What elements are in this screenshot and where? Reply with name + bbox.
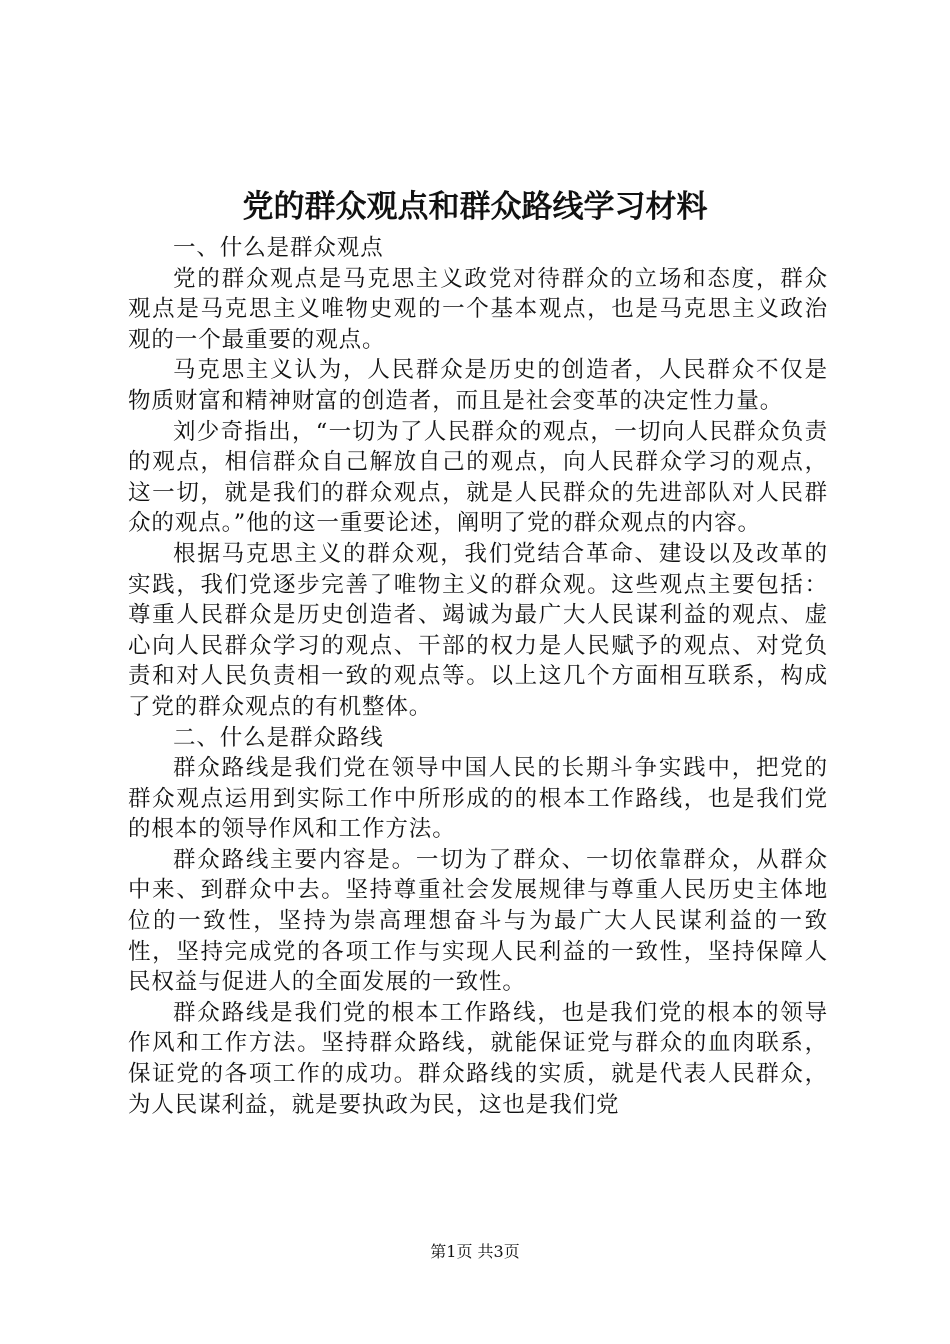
- section-heading-1: 一、什么是群众观点: [173, 235, 384, 261]
- paragraph-6: 群众路线主要内容是。一切为了群众、一切依靠群众，从群众中来、到群众中去。坚持尊重社会发展规律与尊重人民历史主体地位的一致性，坚持为崇高理想奋斗与为最广大人民谋利益的一致性，坚持完成党的各项工作与实现人民利益的一致性，坚持保障人民权益与促进人的全面发展的一致性。: [128, 846, 828, 996]
- document-body: [128, 233, 828, 1120]
- page-footer: 第1页 共3页: [430, 1242, 520, 1261]
- paragraph-7: 群众路线是我们党的根本工作路线，也是我们党的根本的领导作风和工作方法。坚持群众路线，就能保证党与群众的血肉联系，保证党的各项工作的成功。群众路线的实质，就是代表人民群众，为人民谋利益，就是要执政为民，这也是我们党: [128, 999, 828, 1118]
- paragraph-4: 根据马克思主义的群众观，我们党结合革命、建设以及改革的实践，我们党逐步完善了唯物主义的群众观。这些观点主要包括：尊重人民群众是历史创造者、竭诚为最广大人民谋利益的观点、虚心向人民群众学习的观点、干部的权力是人民赋予的观点、对党负责和对人民负责相一致的观点等。以上这几个方面相互联系，构成了党的群众观点的有机整体。: [128, 540, 828, 720]
- section-heading-2: 二、什么是群众路线: [173, 724, 384, 751]
- paragraph-3: 刘少奇指出，“一切为了人民群众的观点，一切向人民群众负责的观点，相信群众自己解放自己的观点，向人民群众学习的观点，这一切，就是我们的群众观点，就是人民群众的先进部队对人民群众的观点。”他的这一重要论述，阐明了党的群众观点的内容。: [128, 418, 828, 537]
- paragraph-2: 马克思主义认为，人民群众是历史的创造者，人民群众不仅是物质财富和精神财富的创造者，而且是社会变革的决定性力量。: [128, 357, 828, 414]
- document-title: 党的群众观点和群众路线学习材料: [242, 189, 708, 225]
- paragraph-1: 党的群众观点是马克思主义政党对待群众的立场和态度，群众观点是马克思主义唯物史观的一个基本观点，也是马克思主义政治观的一个最重要的观点。: [128, 265, 828, 353]
- paragraph-5: 群众路线是我们党在领导中国人民的长期斗争实践中，把党的群众观点运用到实际工作中所形成的的根本工作路线，也是我们党的根本的领导作风和工作方法。: [128, 755, 828, 843]
